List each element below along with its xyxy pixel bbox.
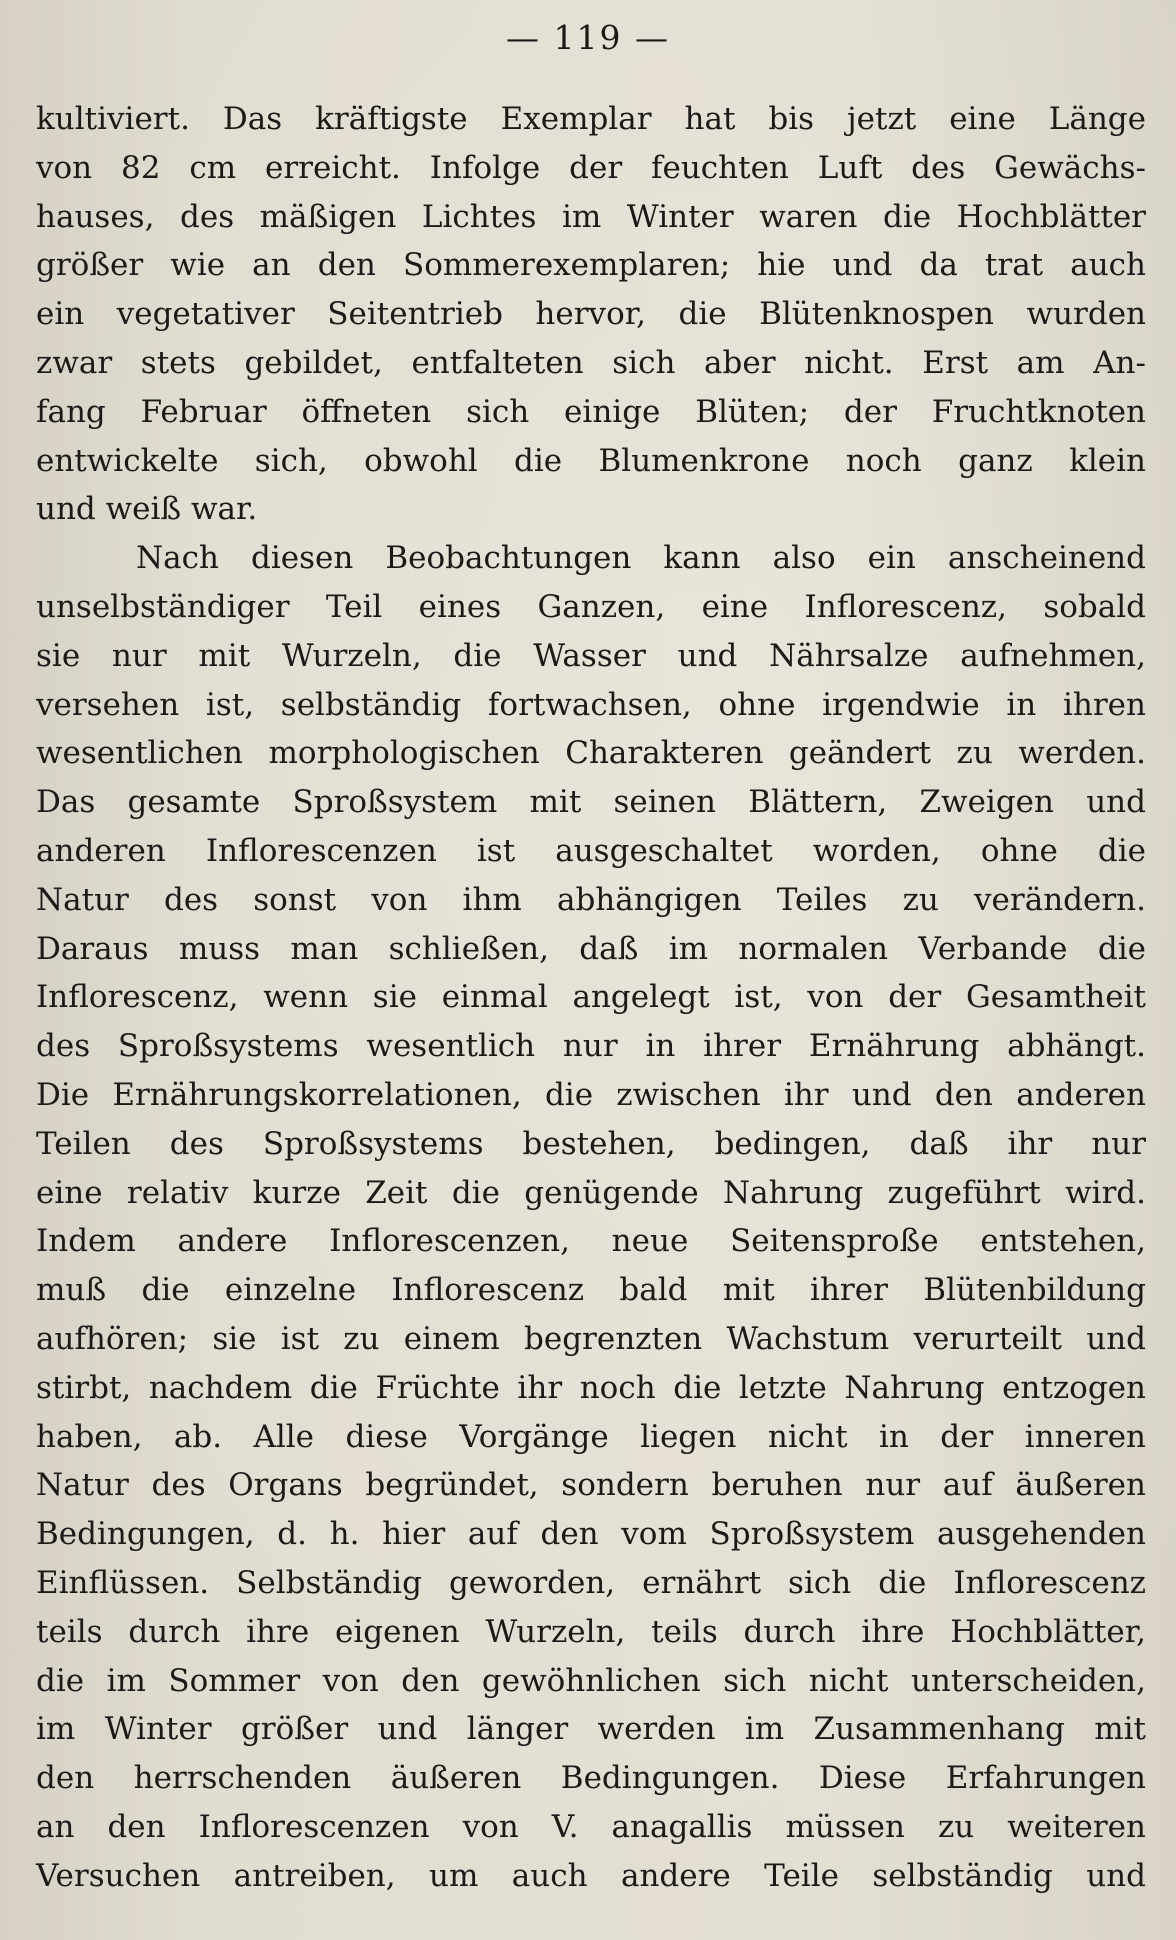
text-line: Indem andere Inflorescenzen, neue Seitensproße entstehen, — [36, 1223, 1146, 1260]
text-line: hauses, des mäßigen Lichtes im Winter waren die Hochblätter — [36, 198, 1146, 235]
text-line: kultiviert. Das kräftigste Exemplar hat bis jetzt eine Länge — [36, 101, 1146, 137]
text-line: von 82 cm erreicht. Infolge der feuchten Luft des Gewächs- — [36, 149, 1146, 186]
text-line: Das gesamte Sproßsystem mit seinen Blättern, Zweigen und — [36, 784, 1146, 821]
body-text — [36, 95, 1146, 1900]
text-line: Einflüssen. Selbständig geworden, ernährt sich die Inflorescenz — [36, 1564, 1146, 1601]
text-line: Inflorescenz, wenn sie einmal angelegt ist, von der Gesamtheit — [36, 979, 1146, 1016]
text-line: Natur des Organs begründet, sondern beruhen nur auf äußeren — [36, 1467, 1146, 1504]
text-line: den herrschenden äußeren Bedingungen. Diese Erfahrungen — [36, 1760, 1146, 1797]
text-line: Teilen des Sproßsystems bestehen, bedingen, daß ihr nur — [36, 1125, 1146, 1162]
text-line: Versuchen antreiben, um auch andere Teile selbständig und — [36, 1857, 1146, 1894]
text-line: Nach diesen Beobachtungen kann also ein anscheinend — [136, 540, 1146, 577]
paragraph — [36, 95, 1146, 534]
text-line: Bedingungen, d. h. hier auf den vom Sproßsystem ausgehenden — [36, 1516, 1146, 1553]
text-line: und weiß war. — [36, 491, 258, 528]
text-line: muß die einzelne Inflorescenz bald mit ihrer Blütenbildung — [36, 1272, 1146, 1309]
text-line: entwickelte sich, obwohl die Blumenkrone noch ganz klein — [36, 442, 1146, 479]
text-line: Natur des sonst von ihm abhängigen Teiles zu verändern. — [36, 881, 1146, 918]
text-line: stirbt, nachdem die Früchte ihr noch die letzte Nahrung entzogen — [36, 1369, 1146, 1406]
text-line: an den Inflorescenzen von V. anagallis müssen zu weiteren — [36, 1808, 1146, 1845]
text-line: ein vegetativer Seitentrieb hervor, die Blütenknospen wurden — [36, 296, 1146, 333]
text-line: des Sproßsystems wesentlich nur in ihrer Ernährung abhängt. — [36, 1028, 1146, 1065]
text-line: aufhören; sie ist zu einem begrenzten Wachstum verurteilt und — [36, 1320, 1146, 1357]
text-line: fang Februar öffneten sich einige Blüten; der Fruchtknoten — [36, 393, 1146, 430]
text-line: teils durch ihre eigenen Wurzeln, teils durch ihre Hochblätter, — [36, 1613, 1146, 1650]
text-line: sie nur mit Wurzeln, die Wasser und Nährsalze aufnehmen, — [36, 637, 1146, 674]
text-line: anderen Inflorescenzen ist ausgeschaltet worden, ohne die — [36, 832, 1146, 869]
text-line: zwar stets gebildet, entfalteten sich aber nicht. Erst am An- — [36, 344, 1146, 381]
paragraph — [36, 534, 1146, 1900]
text-line: Die Ernährungskorrelationen, die zwischen ihr und den anderen — [36, 1076, 1146, 1113]
text-line: unselbständiger Teil eines Ganzen, eine Inflorescenz, sobald — [36, 588, 1146, 625]
text-line: eine relativ kurze Zeit die genügende Nahrung zugeführt wird. — [36, 1174, 1146, 1211]
text-line: wesentlichen morphologischen Charakteren geändert zu werden. — [36, 735, 1146, 772]
text-line: im Winter größer und länger werden im Zusammenhang mit — [36, 1711, 1146, 1748]
text-line: versehen ist, selbständig fortwachsen, ohne irgendwie in ihren — [36, 686, 1146, 723]
page-number: — 119 — — [506, 18, 670, 57]
text-line: haben, ab. Alle diese Vorgänge liegen nicht in der inneren — [36, 1418, 1146, 1455]
text-line: die im Sommer von den gewöhnlichen sich nicht unterscheiden, — [36, 1662, 1146, 1699]
text-line: größer wie an den Sommerexemplaren; hie und da trat auch — [36, 247, 1146, 284]
text-line: Daraus muss man schließen, daß im normalen Verbande die — [36, 930, 1146, 967]
